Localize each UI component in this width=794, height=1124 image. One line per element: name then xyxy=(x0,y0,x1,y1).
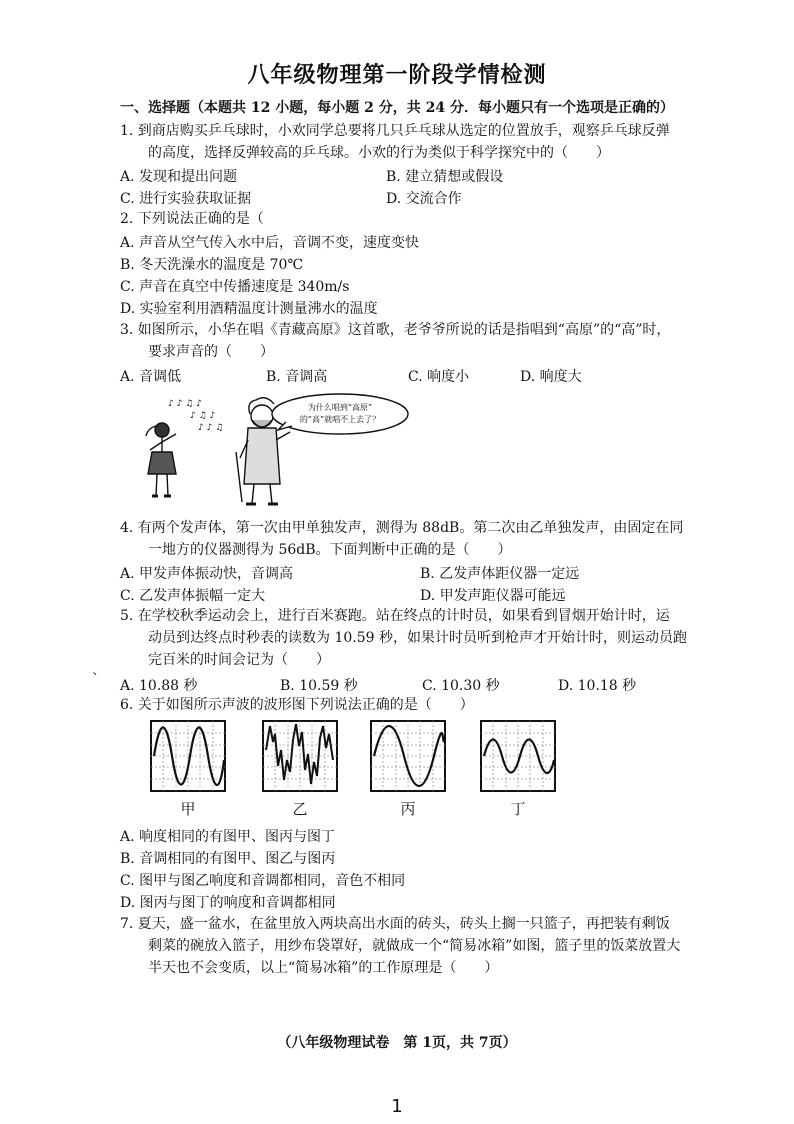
exam-title: 八年级物理第一阶段学情检测 xyxy=(247,62,547,88)
margin-mark: ` xyxy=(92,672,99,688)
q2-option-d: D. 实验室利用酒精温度计测量沸水的温度 xyxy=(120,301,378,317)
question-3-line1: 3. 如图所示，小华在唱《青藏高原》这首歌，老爷爷所说的话是指唱到“高原”的“高”时， xyxy=(120,322,671,338)
question-1-line2: 的高度，选择反弹较高的乒乓球。小欢的行为类似于科学探究中的（ ） xyxy=(148,145,610,161)
waveform-label-jia: 甲 xyxy=(180,800,196,818)
singing-girl-and-grandpa-illustration xyxy=(140,392,420,512)
waveform-label-yi: 乙 xyxy=(292,800,308,818)
q4-option-a: A. 甲发声体振动快，音调高 xyxy=(120,566,294,582)
svg-text:♪ ♫ ♪: ♪ ♫ ♪ xyxy=(190,411,216,421)
q3-option-d: D. 响度大 xyxy=(520,369,582,385)
question-4-line2: 一地方的仪器测得为 56dB。下面判断中正确的是（ ） xyxy=(148,542,512,558)
page-number: 1 xyxy=(391,1096,403,1117)
waveform-bing xyxy=(370,720,446,792)
q5-option-d: D. 10.18 秒 xyxy=(558,678,637,694)
q1-option-d: D. 交流合作 xyxy=(386,191,462,207)
page-footer: （八年级物理试卷 第 1页，共 7页） xyxy=(277,1035,517,1051)
q5-option-a: A. 10.88 秒 xyxy=(120,678,198,694)
q2-option-b: B. 冬天洗澡水的温度是 70℃ xyxy=(120,257,304,273)
q6-option-c: C. 图甲与图乙响度和音调都相同，音色不相同 xyxy=(120,873,406,889)
girl-figure-icon xyxy=(146,423,176,496)
waveform-label-ding: 丁 xyxy=(510,800,526,818)
question-5-line1: 5. 在学校秋季运动会上，进行百米赛跑。站在终点的计时员，如果看到冒烟开始计时，运 xyxy=(120,608,670,624)
q4-option-b: B. 乙发声体距仪器一定远 xyxy=(420,566,580,582)
q2-option-c: C. 声音在真空中传播速度是 340m/s xyxy=(120,279,350,295)
question-7-line1: 7. 夏天，盛一盆水，在盆里放入两块高出水面的砖头，砖头上搁一只篮子，再把装有剩饭 xyxy=(120,916,670,932)
q1-option-b: B. 建立猜想或假设 xyxy=(386,169,504,185)
question-7-line3: 半天也不会变质，以上“简易冰箱”的工作原理是（ ） xyxy=(148,960,499,976)
speech-bubble-text-2: 的“高”就唱不上去了？ xyxy=(299,415,381,424)
q4-option-c: C. 乙发声体振幅一定大 xyxy=(120,588,266,604)
waveform-label-bing: 丙 xyxy=(400,800,416,818)
q3-option-a: A. 音调低 xyxy=(120,369,182,385)
q4-option-d: D. 甲发声距仪器可能远 xyxy=(420,588,566,604)
q6-option-d: D. 图丙与图丁的响度和音调都相同 xyxy=(120,895,336,911)
q3-option-c: C. 响度小 xyxy=(408,369,470,385)
question-6-stem: 6. 关于如图所示声波的波形图下列说法正确的是（ ） xyxy=(120,697,474,713)
q6-option-b: B. 音调相同的有图甲、图乙与图丙 xyxy=(120,851,336,867)
svg-text:♪ ♪ ♫: ♪ ♪ ♫ xyxy=(198,423,224,433)
svg-text:♪ ♪ ♫ ♪: ♪ ♪ ♫ ♪ xyxy=(168,399,202,409)
q6-option-a: A. 响度相同的有图甲、图丙与图丁 xyxy=(120,829,336,845)
waveform-jia xyxy=(150,720,226,792)
q5-option-c: C. 10.30 秒 xyxy=(422,678,500,694)
question-5-line3: 完百米的时间会记为（ ） xyxy=(148,652,330,668)
q2-option-a: A. 声音从空气传入水中后，音调不变，速度变快 xyxy=(120,235,420,251)
q5-option-b: B. 10.59 秒 xyxy=(280,678,358,694)
question-4-line1: 4. 有两个发声体，第一次由甲单独发声，测得为 88dB。第二次由乙单独发声，由固定在同 xyxy=(120,520,684,536)
question-5-line2: 动员到达终点时秒表的读数为 10.59 秒，如果计时员听到枪声才开始计时，则运动员跑 xyxy=(148,630,687,646)
question-3-line2: 要求声音的（ ） xyxy=(148,344,274,360)
waveform-ding xyxy=(480,720,556,792)
music-notes-icon xyxy=(168,399,223,433)
waveform-yi xyxy=(262,720,338,792)
question-7-line2: 剩菜的碗放入篮子，用纱布袋罩好，就做成一个“简易冰箱”如图，篮子里的饭菜放置大 xyxy=(148,938,681,954)
question-1-line1: 1. 到商店购买乒乓球时，小欢同学总要将几只乒乓球从选定的位置放手，观察乒乓球反弹 xyxy=(120,123,670,139)
question-2-stem: 2. 下列说法正确的是（ xyxy=(120,211,264,227)
q1-option-a: A. 发现和提出问题 xyxy=(120,169,238,185)
speech-bubble xyxy=(272,394,408,434)
section-heading: 一、选择题（本题共 12 小题，每小题 2 分，共 24 分．每小题只有一个选项是正确的） xyxy=(120,100,674,116)
q1-option-c: C. 进行实验获取证据 xyxy=(120,191,252,207)
speech-bubble-text-1: 为什么唱到“高原” xyxy=(307,403,373,412)
q3-option-b: B. 音调高 xyxy=(266,369,328,385)
